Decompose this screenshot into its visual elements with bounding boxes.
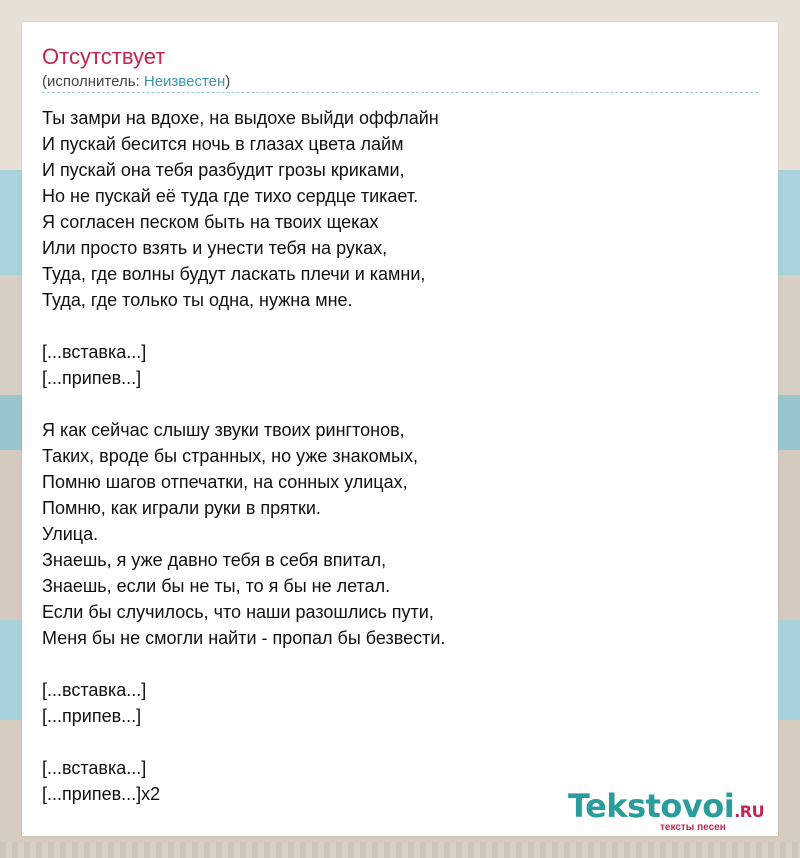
lyric-line: Улица. — [42, 524, 99, 544]
stanza-gap — [42, 391, 758, 417]
logo-tagline: тексты песен — [660, 822, 726, 833]
lyric-line: Помню шагов отпечатки, на сонных улицах, — [42, 472, 408, 492]
lyric-line: Если бы случилось, что наши разошлись пути, — [42, 602, 434, 622]
lyric-line: [...припев...] — [42, 706, 142, 726]
lyric-line: [...вставка...] — [42, 342, 147, 362]
song-title: Отсутствует — [42, 44, 166, 69]
lyric-line: Я согласен песком быть на твоих щеках — [42, 212, 379, 232]
lyric-line: Знаешь, если бы не ты, то я бы не летал. — [42, 576, 391, 596]
lyric-line: [...вставка...] — [42, 680, 147, 700]
lyric-line: Или просто взять и унести тебя на руках, — [42, 238, 388, 258]
lyric-line: Туда, где волны будут ласкать плечи и камни, — [42, 264, 426, 284]
stanza-gap — [42, 651, 758, 677]
lyric-line: Туда, где только ты одна, нужна мне. — [42, 290, 353, 310]
lyrics-card — [22, 22, 778, 836]
site-logo[interactable] — [568, 788, 778, 838]
lyric-line: [...припев...] — [42, 368, 142, 388]
stanza-gap — [42, 313, 758, 339]
artist-link[interactable]: Неизвестен — [143, 73, 226, 90]
bottom-border — [0, 842, 800, 858]
logo-main-text: Tekstovoi — [568, 787, 735, 825]
lyric-line: Меня бы не смогли найти - пропал бы безвести. — [42, 628, 446, 648]
artist-suffix: ) — [225, 73, 231, 90]
lyric-line: И пускай она тебя разбудит грозы криками, — [42, 160, 405, 180]
lyric-line: [...припев...]x2 — [42, 784, 161, 804]
lyric-line: Знаешь, я уже давно тебя в себя впитал, — [42, 550, 387, 570]
artist-prefix: (исполнитель: — [42, 73, 144, 90]
lyric-line: Ты замри на вдохе, на выдохе выйди оффлайн — [42, 108, 439, 128]
lyric-line: Я как сейчас слышу звуки твоих рингтонов, — [42, 420, 405, 440]
lyric-line: Помню, как играли руки в прятки. — [42, 498, 321, 518]
lyric-line: [...вставка...] — [42, 758, 147, 778]
stanza-gap — [42, 729, 758, 755]
divider — [42, 92, 758, 93]
lyric-line: Таких, вроде бы странных, но уже знакомых, — [42, 446, 418, 466]
lyric-line: Но не пускай её туда где тихо сердце тикает. — [42, 186, 419, 206]
logo-tld: .RU — [734, 802, 765, 821]
lyric-line: И пускай бесится ночь в глазах цвета лайм — [42, 134, 404, 154]
lyrics-body — [42, 105, 758, 807]
artist-line — [42, 73, 230, 91]
